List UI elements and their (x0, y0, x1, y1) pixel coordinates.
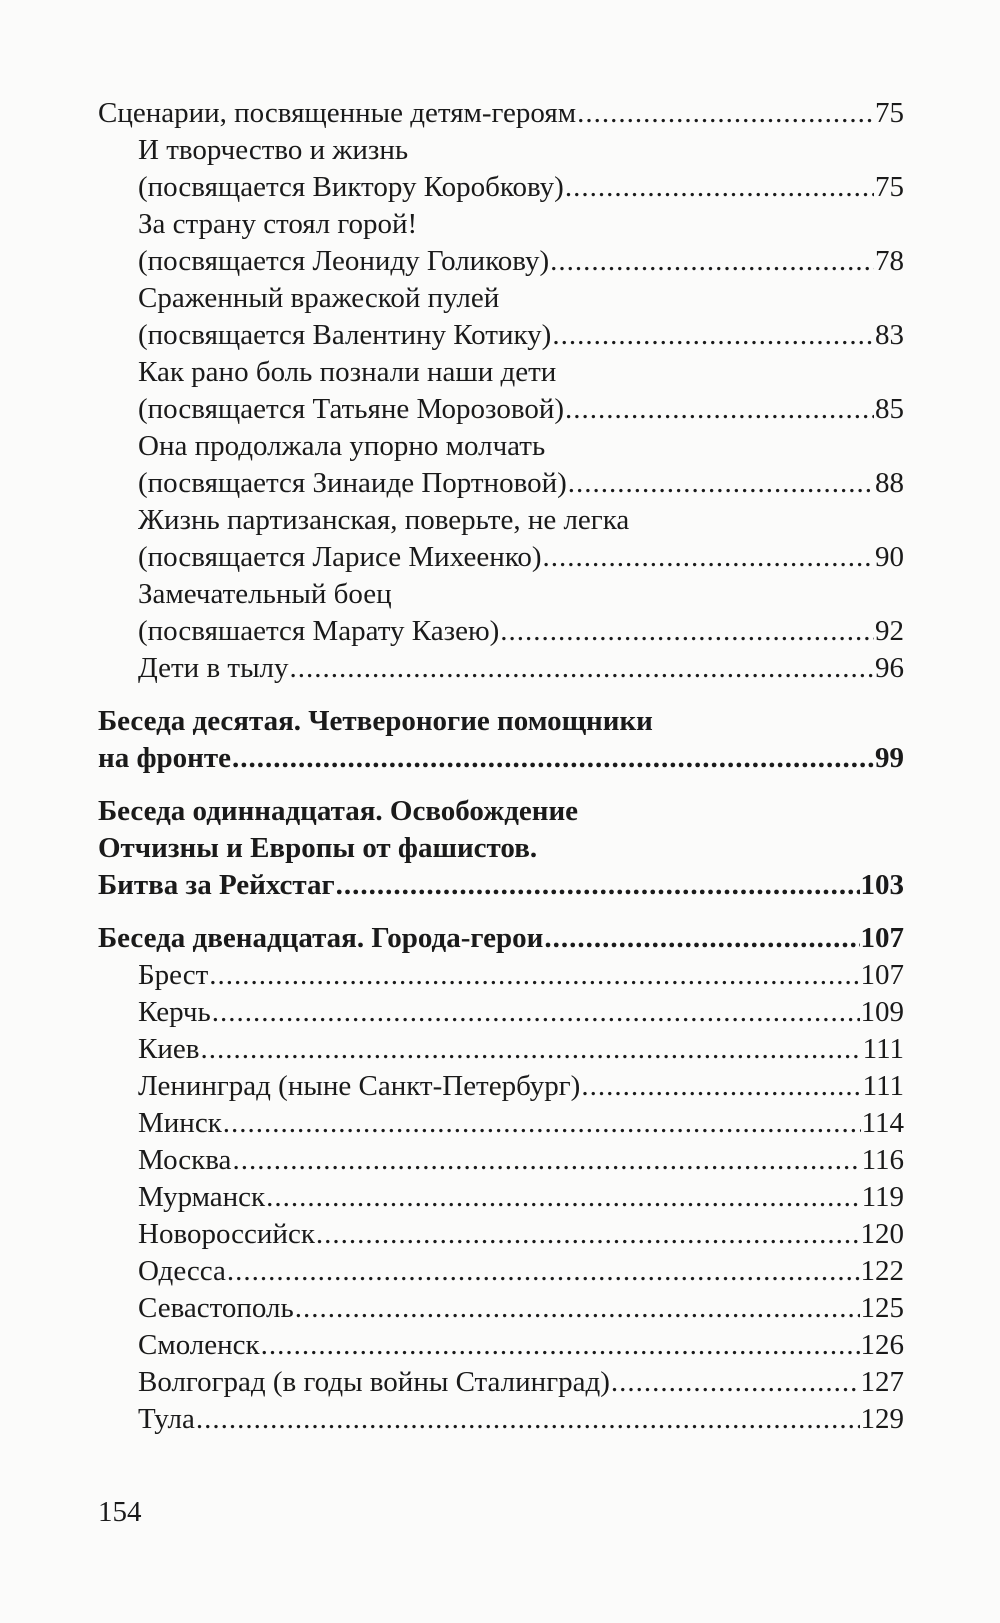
toc-entry-row (138, 1253, 904, 1290)
toc-entry (98, 576, 904, 650)
toc-entry-row (138, 1031, 904, 1068)
toc-entry-row (138, 169, 904, 206)
toc-entry-row (138, 1290, 904, 1327)
toc-page-number: 129 (860, 1403, 904, 1435)
toc-entry-title-line: Беседа двенадцатая. Города-герои (98, 922, 544, 954)
toc-page-number: 111 (862, 1070, 904, 1102)
dot-leader (565, 391, 874, 428)
toc-entry-title-line: Замечательный боец (138, 578, 392, 610)
toc-entry-row (138, 465, 904, 502)
dot-leader (565, 169, 874, 206)
toc-entry (98, 502, 904, 576)
dot-leader (290, 650, 874, 687)
toc-entry-row (138, 1068, 904, 1105)
toc-entry (98, 1179, 904, 1216)
toc-entry-row (138, 1327, 904, 1364)
toc-entry (98, 1401, 904, 1438)
toc-entry (98, 1216, 904, 1253)
toc-entry (98, 1364, 904, 1401)
toc-entry-title-line: Одесса (138, 1255, 226, 1287)
toc-entry (98, 793, 904, 904)
toc-page-number: 75 (875, 97, 904, 129)
toc-entry-title-line: на фронте (98, 742, 231, 774)
toc-entry-title-line: Новороссийск (138, 1218, 315, 1250)
dot-leader (232, 1142, 860, 1179)
toc-entry-row (138, 957, 904, 994)
toc-entry-title-line: Сценарии, посвященные детям-героям (98, 97, 577, 129)
toc-entry (98, 206, 904, 280)
toc-entry-row (138, 1364, 904, 1401)
toc-entry-title-line: Мурманск (138, 1181, 266, 1213)
dot-leader (568, 465, 874, 502)
toc-entry (98, 994, 904, 1031)
toc-entry (98, 428, 904, 502)
toc-entry-title-line: Как рано боль познали наши дети (138, 356, 557, 388)
toc-page-number: 107 (860, 959, 904, 991)
toc-entry-row (138, 1216, 904, 1253)
toc-entry-row (138, 1401, 904, 1438)
toc-entry-title-line: (посвящается Ларисе Михеенко) (138, 541, 542, 573)
toc-entry-title-line: Ленинград (ныне Санкт-Петербург) (138, 1070, 581, 1102)
toc-entry-title-line: (посвящается Татьяне Морозовой) (138, 393, 564, 425)
toc-entry-title-line: Волгоград (в годы войны Сталинград) (138, 1366, 610, 1398)
toc-entry-title-line: Дети в тылу (138, 652, 289, 684)
toc-entry-title-line: Москва (138, 1144, 232, 1176)
toc-entry-title-line: Тула (138, 1403, 195, 1435)
dot-leader (544, 920, 859, 957)
toc-page-number: 96 (875, 652, 904, 684)
toc-page-number: 90 (875, 541, 904, 573)
toc-entry-row (138, 1179, 904, 1216)
toc-page-number: 114 (861, 1107, 904, 1139)
toc-entry-title-line: (посвящается Зинаиде Портновой) (138, 467, 567, 499)
toc-entry-row (98, 867, 904, 904)
toc-entry-row (138, 243, 904, 280)
toc-entry-title-line: Сраженный вражеской пулей (138, 282, 500, 314)
toc-entry-title-line: Керчь (138, 996, 211, 1028)
toc-page-number: 127 (860, 1366, 904, 1398)
toc-entry (98, 1105, 904, 1142)
toc-entry-title-line: (посвящается Виктору Коробкову) (138, 171, 564, 203)
toc-page-number: 85 (875, 393, 904, 425)
toc-entry-row (98, 95, 904, 132)
toc-entry (98, 1327, 904, 1364)
toc-entry-row (138, 613, 904, 650)
toc-page-number: 109 (860, 996, 904, 1028)
toc-entry-title-line: И творчество и жизнь (138, 134, 409, 166)
dot-leader (336, 867, 860, 904)
dot-leader (500, 613, 874, 650)
toc-entry-title-line: Беседа одиннадцатая. Освобождение (98, 795, 579, 827)
toc-entry-title-line: Севастополь (138, 1292, 294, 1324)
toc-page-number: 92 (875, 615, 904, 647)
toc-entry (98, 1290, 904, 1327)
dot-leader (196, 1401, 860, 1438)
toc-entry (98, 1068, 904, 1105)
dot-leader (295, 1290, 860, 1327)
toc-entry (98, 1031, 904, 1068)
toc-entry-title-line: (посвяшается Марату Казею) (138, 615, 500, 647)
toc-entry (98, 703, 904, 777)
dot-leader (200, 1031, 861, 1068)
dot-leader (223, 1105, 861, 1142)
toc-entry-title-line: Минск (138, 1107, 222, 1139)
toc-entry-title-line: Беседа десятая. Четвероногие помощники (98, 705, 653, 737)
toc-page-number: 119 (861, 1181, 904, 1213)
dot-leader (316, 1216, 860, 1253)
toc-entry (98, 650, 904, 687)
dot-leader (550, 243, 874, 280)
toc-entry-title-line: Жизнь партизанская, поверьте, не легка (138, 504, 630, 536)
dot-leader (552, 317, 874, 354)
toc-entry-row (138, 391, 904, 428)
toc-page-number: 75 (875, 171, 904, 203)
toc-entry-title-line: Она продолжала упорно молчать (138, 430, 546, 462)
toc-page-number: 120 (860, 1218, 904, 1250)
dot-leader (577, 95, 874, 132)
toc-page-number: 78 (875, 245, 904, 277)
toc-page-number: 88 (875, 467, 904, 499)
dot-leader (232, 740, 874, 777)
page-number: 154 (98, 1496, 142, 1528)
toc-entry (98, 957, 904, 994)
toc-entry-row (138, 1105, 904, 1142)
toc-entry-title-line: Битва за Рейхстаг (98, 869, 335, 901)
toc-page-number: 111 (862, 1033, 904, 1065)
toc-entry-title-line: Брест (138, 959, 209, 991)
toc-page-number: 99 (875, 742, 904, 774)
toc-page-number: 103 (860, 869, 904, 901)
toc-entry (98, 354, 904, 428)
toc-entry-title-line: (посвящается Валентину Котику) (138, 319, 552, 351)
toc-page-number: 107 (860, 922, 904, 954)
toc-entry-row (138, 650, 904, 687)
toc-entry-title-line: Смоленск (138, 1329, 260, 1361)
toc-entry (98, 920, 904, 957)
toc-entry-title-line: (посвящается Леониду Голикову) (138, 245, 550, 277)
toc-entry (98, 95, 904, 132)
toc-entry-row (138, 317, 904, 354)
toc-entry-row (98, 740, 904, 777)
dot-leader (209, 957, 859, 994)
toc-entry-title-line: Киев (138, 1033, 200, 1065)
toc-entry (98, 1142, 904, 1179)
toc-page-number: 116 (861, 1144, 904, 1176)
dot-leader (266, 1179, 860, 1216)
toc-entry-title-line: За страну стоял горой! (138, 208, 418, 240)
dot-leader (227, 1253, 860, 1290)
toc-entry-row (138, 994, 904, 1031)
dot-leader (261, 1327, 860, 1364)
toc-entry-title-line: Отчизны и Европы от фашистов. (98, 832, 538, 864)
toc-page-number: 83 (875, 319, 904, 351)
toc-page-number: 122 (860, 1255, 904, 1287)
dot-leader (611, 1364, 860, 1401)
toc-entry-row (138, 539, 904, 576)
toc-entry (98, 1253, 904, 1290)
dot-leader (581, 1068, 861, 1105)
toc-page-number: 126 (860, 1329, 904, 1361)
table-of-contents (98, 95, 904, 1438)
dot-leader (543, 539, 874, 576)
toc-page-number: 125 (860, 1292, 904, 1324)
toc-entry-row (98, 920, 904, 957)
dot-leader (212, 994, 860, 1031)
toc-entry (98, 132, 904, 206)
toc-entry-row (138, 1142, 904, 1179)
toc-entry (98, 280, 904, 354)
